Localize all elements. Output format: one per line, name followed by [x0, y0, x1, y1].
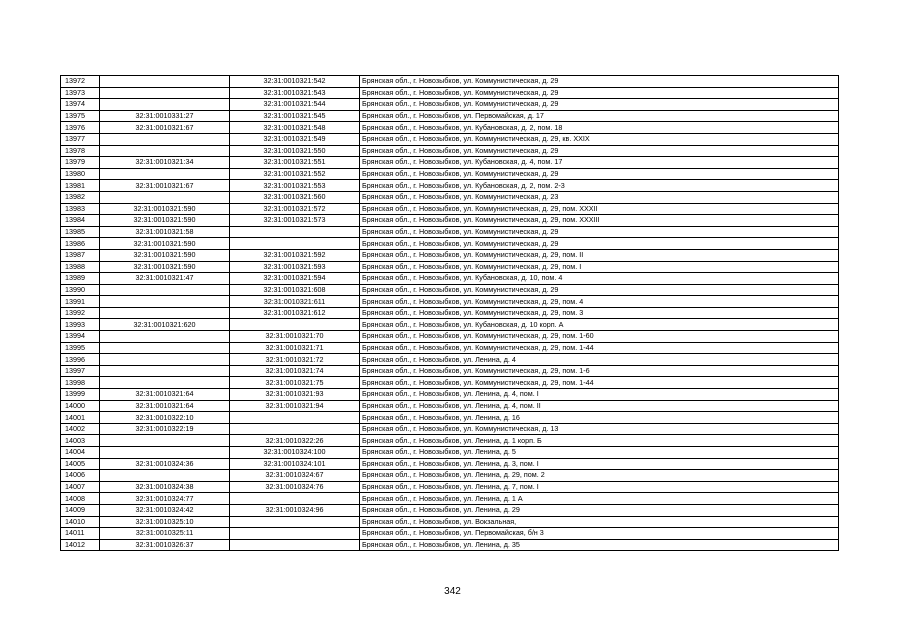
row-number-cell: 13978 [61, 145, 100, 157]
object-cadastral-number-cell [230, 528, 360, 540]
object-cadastral-number-cell: 32:31:0010322:26 [230, 435, 360, 447]
row-number-cell: 13996 [61, 354, 100, 366]
row-number-cell: 13990 [61, 284, 100, 296]
object-cadastral-number-cell: 32:31:0010321:550 [230, 145, 360, 157]
cadastral-number-cell: 32:31:0010321:64 [100, 389, 230, 401]
cadastral-number-cell: 32:31:0010321:34 [100, 157, 230, 169]
address-cell: Брянская обл., г. Новозыбков, ул. Кубановская, д. 10 корп. А [360, 319, 839, 331]
cadastral-number-cell [100, 76, 230, 88]
address-cell: Брянская обл., г. Новозыбков, ул. Кубановская, д. 2, пом. 18 [360, 122, 839, 134]
address-cell: Брянская обл., г. Новозыбков, ул. Ленина, д. 4, пом. II [360, 400, 839, 412]
object-cadastral-number-cell: 32:31:0010321:592 [230, 249, 360, 261]
address-cell: Брянская обл., г. Новозыбков, ул. Коммунистическая, д. 29, пом. 1-44 [360, 377, 839, 389]
object-cadastral-number-cell: 32:31:0010321:70 [230, 331, 360, 343]
row-number-cell: 13973 [61, 87, 100, 99]
table-row [61, 76, 839, 88]
table-row [61, 365, 839, 377]
cadastral-number-cell [100, 331, 230, 343]
row-number-cell: 14006 [61, 470, 100, 482]
row-number-cell: 13977 [61, 133, 100, 145]
table-row [61, 458, 839, 470]
cadastral-number-cell [100, 435, 230, 447]
row-number-cell: 13995 [61, 342, 100, 354]
address-cell: Брянская обл., г. Новозыбков, ул. Ленина, д. 4 [360, 354, 839, 366]
object-cadastral-number-cell: 32:31:0010321:553 [230, 180, 360, 192]
cadastral-number-cell [100, 87, 230, 99]
registry-table [60, 75, 839, 551]
row-number-cell: 13994 [61, 331, 100, 343]
object-cadastral-number-cell [230, 493, 360, 505]
address-cell: Брянская обл., г. Новозыбков, ул. Ленина, д. 1 корп. Б [360, 435, 839, 447]
table-row [61, 377, 839, 389]
object-cadastral-number-cell: 32:31:0010321:544 [230, 99, 360, 111]
row-number-cell: 14002 [61, 423, 100, 435]
table-row [61, 493, 839, 505]
address-cell: Брянская обл., г. Новозыбков, ул. Ленина, д. 5 [360, 447, 839, 459]
table-row [61, 331, 839, 343]
table-row [61, 226, 839, 238]
row-number-cell: 13981 [61, 180, 100, 192]
table-row [61, 296, 839, 308]
object-cadastral-number-cell: 32:31:0010321:75 [230, 377, 360, 389]
row-number-cell: 13986 [61, 238, 100, 250]
cadastral-number-cell: 32:31:0010321:47 [100, 273, 230, 285]
row-number-cell: 14009 [61, 504, 100, 516]
table-row [61, 157, 839, 169]
row-number-cell: 14004 [61, 447, 100, 459]
object-cadastral-number-cell: 32:31:0010321:572 [230, 203, 360, 215]
cadastral-number-cell [100, 447, 230, 459]
table-row [61, 307, 839, 319]
address-cell: Брянская обл., г. Новозыбков, ул. Коммунистическая, д. 29 [360, 226, 839, 238]
cadastral-number-cell [100, 145, 230, 157]
cadastral-number-cell [100, 296, 230, 308]
cadastral-number-cell: 32:31:0010321:64 [100, 400, 230, 412]
object-cadastral-number-cell: 32:31:0010324:101 [230, 458, 360, 470]
row-number-cell: 13999 [61, 389, 100, 401]
address-cell: Брянская обл., г. Новозыбков, ул. Ленина, д. 1 А [360, 493, 839, 505]
address-cell: Брянская обл., г. Новозыбков, ул. Коммунистическая, д. 29, пом. II [360, 249, 839, 261]
table-row [61, 504, 839, 516]
address-cell: Брянская обл., г. Новозыбков, ул. Коммунистическая, д. 29 [360, 145, 839, 157]
object-cadastral-number-cell: 32:31:0010324:100 [230, 447, 360, 459]
row-number-cell: 14001 [61, 412, 100, 424]
table-row [61, 273, 839, 285]
address-cell: Брянская обл., г. Новозыбков, ул. Ленина, д. 3, пом. I [360, 458, 839, 470]
object-cadastral-number-cell: 32:31:0010321:72 [230, 354, 360, 366]
object-cadastral-number-cell [230, 516, 360, 528]
object-cadastral-number-cell: 32:31:0010321:543 [230, 87, 360, 99]
object-cadastral-number-cell: 32:31:0010321:573 [230, 215, 360, 227]
row-number-cell: 14012 [61, 539, 100, 551]
address-cell: Брянская обл., г. Новозыбков, ул. Ленина, д. 7, пом. I [360, 481, 839, 493]
cadastral-number-cell: 32:31:0010324:36 [100, 458, 230, 470]
page-number: 342 [444, 586, 461, 597]
registry-table-body [61, 76, 839, 551]
row-number-cell: 13997 [61, 365, 100, 377]
table-row [61, 215, 839, 227]
table-row [61, 168, 839, 180]
object-cadastral-number-cell: 32:31:0010321:594 [230, 273, 360, 285]
table-row [61, 249, 839, 261]
object-cadastral-number-cell: 32:31:0010321:611 [230, 296, 360, 308]
object-cadastral-number-cell: 32:31:0010321:549 [230, 133, 360, 145]
cadastral-number-cell: 32:31:0010324:42 [100, 504, 230, 516]
table-row [61, 528, 839, 540]
row-number-cell: 13972 [61, 76, 100, 88]
address-cell: Брянская обл., г. Новозыбков, ул. Первомайская, б/н 3 [360, 528, 839, 540]
table-row [61, 447, 839, 459]
cadastral-number-cell [100, 377, 230, 389]
table-row [61, 261, 839, 273]
object-cadastral-number-cell [230, 412, 360, 424]
row-number-cell: 13974 [61, 99, 100, 111]
row-number-cell: 13988 [61, 261, 100, 273]
object-cadastral-number-cell: 32:31:0010321:551 [230, 157, 360, 169]
table-row [61, 133, 839, 145]
object-cadastral-number-cell: 32:31:0010321:71 [230, 342, 360, 354]
table-row [61, 516, 839, 528]
cadastral-number-cell: 32:31:0010321:67 [100, 122, 230, 134]
cadastral-number-cell: 32:31:0010325:10 [100, 516, 230, 528]
table-row [61, 354, 839, 366]
row-number-cell: 13998 [61, 377, 100, 389]
object-cadastral-number-cell: 32:31:0010321:552 [230, 168, 360, 180]
cadastral-number-cell: 32:31:0010324:38 [100, 481, 230, 493]
row-number-cell: 13985 [61, 226, 100, 238]
cadastral-number-cell: 32:31:0010321:590 [100, 215, 230, 227]
object-cadastral-number-cell [230, 319, 360, 331]
table-row [61, 412, 839, 424]
row-number-cell: 13984 [61, 215, 100, 227]
object-cadastral-number-cell: 32:31:0010324:76 [230, 481, 360, 493]
object-cadastral-number-cell: 32:31:0010321:545 [230, 110, 360, 122]
object-cadastral-number-cell: 32:31:0010324:96 [230, 504, 360, 516]
table-row [61, 191, 839, 203]
cadastral-number-cell [100, 307, 230, 319]
cadastral-number-cell: 32:31:0010321:67 [100, 180, 230, 192]
address-cell: Брянская обл., г. Новозыбков, ул. Коммунистическая, д. 29, пом. 1-6 [360, 365, 839, 377]
table-row [61, 481, 839, 493]
row-number-cell: 13989 [61, 273, 100, 285]
object-cadastral-number-cell [230, 238, 360, 250]
row-number-cell: 13991 [61, 296, 100, 308]
table-row [61, 110, 839, 122]
row-number-cell: 13987 [61, 249, 100, 261]
row-number-cell: 14008 [61, 493, 100, 505]
row-number-cell: 14007 [61, 481, 100, 493]
row-number-cell: 13993 [61, 319, 100, 331]
address-cell: Брянская обл., г. Новозыбков, ул. Коммунистическая, д. 13 [360, 423, 839, 435]
object-cadastral-number-cell: 32:31:0010321:548 [230, 122, 360, 134]
object-cadastral-number-cell [230, 226, 360, 238]
cadastral-number-cell: 32:31:0010322:10 [100, 412, 230, 424]
address-cell: Брянская обл., г. Новозыбков, ул. Коммунистическая, д. 29, пом. 1-60 [360, 331, 839, 343]
address-cell: Брянская обл., г. Новозыбков, ул. Коммунистическая, д. 29, пом. XXXII [360, 203, 839, 215]
address-cell: Брянская обл., г. Новозыбков, ул. Коммунистическая, д. 29, пом. I [360, 261, 839, 273]
address-cell: Брянская обл., г. Новозыбков, ул. Ленина, д. 29, пом. 2 [360, 470, 839, 482]
table-row [61, 238, 839, 250]
address-cell: Брянская обл., г. Новозыбков, ул. Коммунистическая, д. 29 [360, 168, 839, 180]
address-cell: Брянская обл., г. Новозыбков, ул. Ленина, д. 29 [360, 504, 839, 516]
row-number-cell: 13992 [61, 307, 100, 319]
address-cell: Брянская обл., г. Новозыбков, ул. Кубановская, д. 10, пом. 4 [360, 273, 839, 285]
address-cell: Брянская обл., г. Новозыбков, ул. Коммунистическая, д. 29, пом. 1-44 [360, 342, 839, 354]
table-row [61, 319, 839, 331]
cadastral-number-cell [100, 168, 230, 180]
cadastral-number-cell [100, 284, 230, 296]
cadastral-number-cell [100, 191, 230, 203]
address-cell: Брянская обл., г. Новозыбков, ул. Коммунистическая, д. 29, пом. 3 [360, 307, 839, 319]
cadastral-number-cell: 32:31:0010321:590 [100, 249, 230, 261]
table-row [61, 470, 839, 482]
table-row [61, 400, 839, 412]
row-number-cell: 14003 [61, 435, 100, 447]
row-number-cell: 14011 [61, 528, 100, 540]
object-cadastral-number-cell [230, 423, 360, 435]
cadastral-number-cell [100, 470, 230, 482]
address-cell: Брянская обл., г. Новозыбков, ул. Коммунистическая, д. 29 [360, 87, 839, 99]
cadastral-number-cell: 32:31:0010321:590 [100, 261, 230, 273]
address-cell: Брянская обл., г. Новозыбков, ул. Коммунистическая, д. 29 [360, 76, 839, 88]
address-cell: Брянская обл., г. Новозыбков, ул. Коммунистическая, д. 29, кв. XXIX [360, 133, 839, 145]
object-cadastral-number-cell: 32:31:0010321:542 [230, 76, 360, 88]
object-cadastral-number-cell: 32:31:0010321:93 [230, 389, 360, 401]
address-cell: Брянская обл., г. Новозыбков, ул. Коммунистическая, д. 29 [360, 99, 839, 111]
row-number-cell: 13975 [61, 110, 100, 122]
table-row [61, 435, 839, 447]
row-number-cell: 14000 [61, 400, 100, 412]
address-cell: Брянская обл., г. Новозыбков, ул. Первомайская, д. 17 [360, 110, 839, 122]
table-row [61, 284, 839, 296]
row-number-cell: 14010 [61, 516, 100, 528]
cadastral-number-cell: 32:31:0010324:77 [100, 493, 230, 505]
cadastral-number-cell: 32:31:0010321:590 [100, 203, 230, 215]
address-cell: Брянская обл., г. Новозыбков, ул. Коммунистическая, д. 29, пом. XXXIII [360, 215, 839, 227]
cadastral-number-cell: 32:31:0010326:37 [100, 539, 230, 551]
object-cadastral-number-cell: 32:31:0010321:560 [230, 191, 360, 203]
cadastral-number-cell: 32:31:0010322:19 [100, 423, 230, 435]
object-cadastral-number-cell: 32:31:0010324:67 [230, 470, 360, 482]
object-cadastral-number-cell: 32:31:0010321:612 [230, 307, 360, 319]
address-cell: Брянская обл., г. Новозыбков, ул. Ленина, д. 16 [360, 412, 839, 424]
address-cell: Брянская обл., г. Новозыбков, ул. Ленина, д. 4, пом. I [360, 389, 839, 401]
object-cadastral-number-cell: 32:31:0010321:593 [230, 261, 360, 273]
cadastral-number-cell [100, 354, 230, 366]
row-number-cell: 14005 [61, 458, 100, 470]
cadastral-number-cell [100, 133, 230, 145]
object-cadastral-number-cell: 32:31:0010321:608 [230, 284, 360, 296]
table-row [61, 122, 839, 134]
row-number-cell: 13976 [61, 122, 100, 134]
table-row [61, 145, 839, 157]
address-cell: Брянская обл., г. Новозыбков, ул. Коммунистическая, д. 23 [360, 191, 839, 203]
address-cell: Брянская обл., г. Новозыбков, ул. Коммунистическая, д. 29 [360, 284, 839, 296]
address-cell: Брянская обл., г. Новозыбков, ул. Коммунистическая, д. 29, пом. 4 [360, 296, 839, 308]
cadastral-number-cell: 32:31:0010331:27 [100, 110, 230, 122]
cadastral-number-cell: 32:31:0010325:11 [100, 528, 230, 540]
table-row [61, 342, 839, 354]
object-cadastral-number-cell [230, 539, 360, 551]
cadastral-number-cell: 32:31:0010321:590 [100, 238, 230, 250]
cadastral-number-cell: 32:31:0010321:58 [100, 226, 230, 238]
table-row [61, 203, 839, 215]
object-cadastral-number-cell: 32:31:0010321:94 [230, 400, 360, 412]
address-cell: Брянская обл., г. Новозыбков, ул. Ленина, д. 35 [360, 539, 839, 551]
table-row [61, 180, 839, 192]
address-cell: Брянская обл., г. Новозыбков, ул. Кубановская, д. 4, пом. 17 [360, 157, 839, 169]
table-row [61, 389, 839, 401]
row-number-cell: 13983 [61, 203, 100, 215]
cadastral-number-cell: 32:31:0010321:620 [100, 319, 230, 331]
row-number-cell: 13982 [61, 191, 100, 203]
table-row [61, 539, 839, 551]
address-cell: Брянская обл., г. Новозыбков, ул. Вокзальная, [360, 516, 839, 528]
object-cadastral-number-cell: 32:31:0010321:74 [230, 365, 360, 377]
address-cell: Брянская обл., г. Новозыбков, ул. Кубановская, д. 2, пом. 2-3 [360, 180, 839, 192]
cadastral-number-cell [100, 342, 230, 354]
table-row [61, 99, 839, 111]
table-row [61, 87, 839, 99]
row-number-cell: 13979 [61, 157, 100, 169]
row-number-cell: 13980 [61, 168, 100, 180]
table-row [61, 423, 839, 435]
cadastral-number-cell [100, 365, 230, 377]
address-cell: Брянская обл., г. Новозыбков, ул. Коммунистическая, д. 29 [360, 238, 839, 250]
cadastral-number-cell [100, 99, 230, 111]
